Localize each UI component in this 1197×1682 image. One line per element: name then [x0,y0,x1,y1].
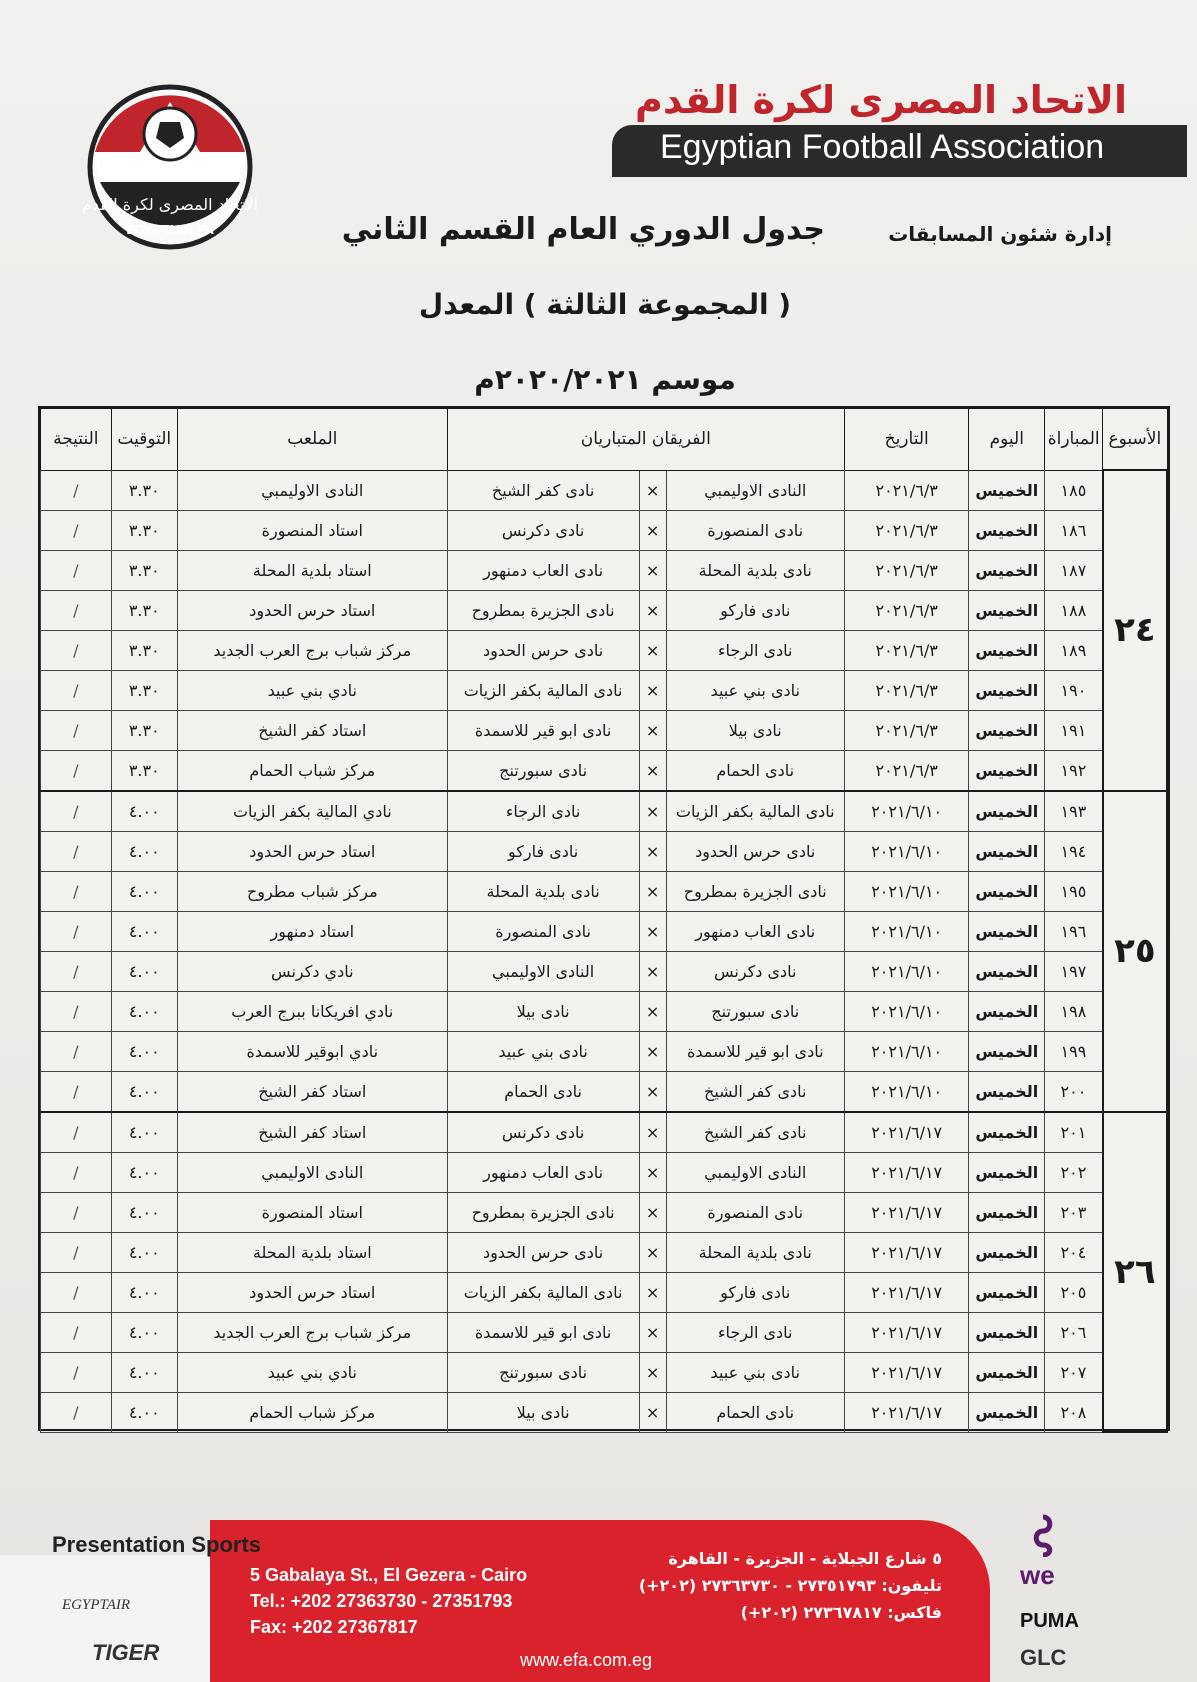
home-team: نادى فاركو [666,1272,844,1312]
stadium-name: نادي بني عبيد [177,1352,447,1392]
we-logo-icon [1030,1513,1056,1557]
match-date: ٢٠٢١/٦/١٧ [844,1112,968,1153]
versus-mark: × [639,1071,666,1112]
match-result: / [41,1071,112,1112]
header-stadium: الملعب [177,409,447,471]
away-team: نادى بيلا [447,1392,639,1432]
versus-mark: × [639,951,666,991]
match-number: ١٩٧ [1045,951,1103,991]
stadium-name: النادى الاوليمبي [177,470,447,510]
match-number: ١٩٣ [1045,791,1103,832]
match-day: الخميس [969,791,1045,832]
sponsor-egyptair: EGYPTAIR [62,1597,131,1613]
match-result: / [41,1272,112,1312]
match-day: الخميس [969,871,1045,911]
match-result: / [41,951,112,991]
stadium-name: استاد المنصورة [177,510,447,550]
home-team: نادى بلدية المحلة [666,550,844,590]
away-team: النادى الاوليمبي [447,951,639,991]
kickoff-time: ٣.٣٠ [111,550,177,590]
away-team: نادى دكرنس [447,510,639,550]
match-day: الخميس [969,710,1045,750]
match-date: ٢٠٢١/٦/١٧ [844,1232,968,1272]
stadium-name: مركز شباب الحمام [177,750,447,791]
stadium-name: استاد كفر الشيخ [177,1071,447,1112]
match-day: الخميس [969,1071,1045,1112]
match-number: ١٨٨ [1045,590,1103,630]
versus-mark: × [639,1392,666,1432]
logo-text-ar: الاتحاد المصرى لكرة القدم [81,195,259,214]
stadium-name: استاد بلدية المحلة [177,550,447,590]
match-result: / [41,911,112,951]
header-result: النتيجة [41,409,112,471]
kickoff-time: ٤.٠٠ [111,1071,177,1112]
away-team: نادى سبورتنج [447,1352,639,1392]
stadium-name: استاد بلدية المحلة [177,1232,447,1272]
address-ar-fax: فاكس: ٢٧٣٦٧٨١٧ (٢٠٢+) [740,1603,942,1622]
match-date: ٢٠٢١/٦/١٠ [844,951,968,991]
kickoff-time: ٤.٠٠ [111,791,177,832]
stadium-name: مركز شباب الحمام [177,1392,447,1432]
table-row [41,1112,1168,1153]
versus-mark: × [639,1192,666,1232]
versus-mark: × [639,710,666,750]
match-number: ١٩٩ [1045,1031,1103,1071]
table-row [41,550,1168,590]
versus-mark: × [639,911,666,951]
kickoff-time: ٤.٠٠ [111,1152,177,1192]
versus-mark: × [639,1152,666,1192]
kickoff-time: ٤.٠٠ [111,1392,177,1432]
match-day: الخميس [969,470,1045,510]
match-day: الخميس [969,911,1045,951]
stadium-name: نادي دكرنس [177,951,447,991]
versus-mark: × [639,1112,666,1153]
season-label: موسم ٢٠٢٠/٢٠٢١م [474,363,736,396]
match-number: ١٨٩ [1045,630,1103,670]
match-number: ١٩١ [1045,710,1103,750]
org-name-ar: الاتحاد المصرى لكرة القدم [635,78,1127,122]
match-result: / [41,791,112,832]
match-result: / [41,550,112,590]
address-en-street: 5 Gabalaya St., El Gezera - Cairo [250,1565,528,1585]
kickoff-time: ٤.٠٠ [111,1232,177,1272]
match-day: الخميس [969,951,1045,991]
match-result: / [41,470,112,510]
header-week: الأسبوع [1103,409,1167,471]
week-number: ٢٥ [1103,791,1167,1112]
header-time: التوقيت [111,409,177,471]
table-row [41,710,1168,750]
address-ar [639,1545,942,1626]
match-number: ٢٠٦ [1045,1312,1103,1352]
match-date: ٢٠٢١/٦/١٠ [844,791,968,832]
match-date: ٢٠٢١/٦/١٧ [844,1352,968,1392]
home-team: نادى العاب دمنهور [666,911,844,951]
home-team: نادى بيلا [666,710,844,750]
schedule-table [40,408,1168,1433]
table-row [41,470,1168,510]
match-day: الخميس [969,1031,1045,1071]
home-team: النادى الاوليمبي [666,470,844,510]
match-number: ٢٠١ [1045,1112,1103,1153]
away-team: نادى بلدية المحلة [447,871,639,911]
match-day: الخميس [969,550,1045,590]
home-team: نادى المنصورة [666,1192,844,1232]
table-row [41,1152,1168,1192]
away-team: نادى بني عبيد [447,1031,639,1071]
sponsor-we: we [1020,1560,1055,1590]
kickoff-time: ٤.٠٠ [111,831,177,871]
table-row [41,1352,1168,1392]
match-result: / [41,1392,112,1432]
match-day: الخميس [969,1272,1045,1312]
table-row [41,1312,1168,1352]
home-team: نادى فاركو [666,590,844,630]
match-date: ٢٠٢١/٦/١٠ [844,831,968,871]
match-number: ٢٠٧ [1045,1352,1103,1392]
stadium-name: استاد كفر الشيخ [177,1112,447,1153]
match-result: / [41,590,112,630]
home-team: نادى حرس الحدود [666,831,844,871]
home-team: نادى الجزيرة بمطروح [666,871,844,911]
versus-mark: × [639,470,666,510]
match-date: ٢٠٢١/٦/١٧ [844,1152,968,1192]
away-team: نادى المالية بكفر الزيات [447,1272,639,1312]
match-date: ٢٠٢١/٦/٣ [844,550,968,590]
away-team: نادى سبورتنج [447,750,639,791]
home-team: نادى الحمام [666,750,844,791]
match-result: / [41,1232,112,1272]
stadium-name: استاد حرس الحدود [177,831,447,871]
stadium-name: نادي افريكانا ببرج العرب [177,991,447,1031]
match-number: ٢٠٥ [1045,1272,1103,1312]
match-day: الخميس [969,590,1045,630]
away-team: نادى بيلا [447,991,639,1031]
match-result: / [41,1192,112,1232]
match-date: ٢٠٢١/٦/١٧ [844,1272,968,1312]
table-header-row [41,409,1168,471]
home-team: نادى المنصورة [666,510,844,550]
kickoff-time: ٤.٠٠ [111,1312,177,1352]
match-day: الخميس [969,1312,1045,1352]
schedule-body [41,470,1168,1432]
match-result: / [41,510,112,550]
address-en-tel: Tel.: +202 27363730 - 27351793 [250,1591,513,1611]
kickoff-time: ٤.٠٠ [111,1192,177,1232]
stadium-name: استاد حرس الحدود [177,1272,447,1312]
address-en [250,1562,527,1640]
match-result: / [41,710,112,750]
home-team: نادى الرجاء [666,630,844,670]
match-number: ٢٠٣ [1045,1192,1103,1232]
kickoff-time: ٤.٠٠ [111,991,177,1031]
header-date: التاريخ [844,409,968,471]
table-row [41,590,1168,630]
stadium-name: نادي ابوقير للاسمدة [177,1031,447,1071]
versus-mark: × [639,1272,666,1312]
table-row [41,1232,1168,1272]
home-team: نادى الرجاء [666,1312,844,1352]
match-date: ٢٠٢١/٦/٣ [844,510,968,550]
kickoff-time: ٣.٣٠ [111,470,177,510]
away-team: نادى دكرنس [447,1112,639,1153]
match-result: / [41,1152,112,1192]
kickoff-time: ٤.٠٠ [111,1272,177,1312]
match-date: ٢٠٢١/٦/٣ [844,670,968,710]
week-number: ٢٦ [1103,1112,1167,1433]
versus-mark: × [639,590,666,630]
kickoff-time: ٤.٠٠ [111,951,177,991]
kickoff-time: ٤.٠٠ [111,1352,177,1392]
versus-mark: × [639,550,666,590]
away-team: نادى كفر الشيخ [447,470,639,510]
stadium-name: نادي بني عبيد [177,670,447,710]
match-day: الخميس [969,1392,1045,1432]
table-row [41,750,1168,791]
match-result: / [41,991,112,1031]
match-date: ٢٠٢١/٦/٣ [844,750,968,791]
versus-mark: × [639,1312,666,1352]
kickoff-time: ٤.٠٠ [111,871,177,911]
match-date: ٢٠٢١/٦/٣ [844,470,968,510]
address-ar-tel: تليفون: ٢٧٣٥١٧٩٣ - ٢٧٣٦٣٧٣٠ (٢٠٢+) [638,1576,942,1595]
org-name-en: Egyptian Football Association [660,128,1105,166]
table-row [41,1071,1168,1112]
away-team: نادى فاركو [447,831,639,871]
sponsor-glc: GLC [1020,1645,1067,1670]
kickoff-time: ٣.٣٠ [111,750,177,791]
kickoff-time: ٤.٠٠ [111,911,177,951]
away-team: نادى العاب دمنهور [447,1152,639,1192]
website-link[interactable]: www.efa.com.eg [520,1650,653,1670]
match-result: / [41,1352,112,1392]
efa-logo [80,82,260,252]
match-date: ٢٠٢١/٦/١٠ [844,1031,968,1071]
match-number: ١٩٦ [1045,911,1103,951]
versus-mark: × [639,871,666,911]
match-day: الخميس [969,750,1045,791]
match-number: ٢٠٤ [1045,1232,1103,1272]
stadium-name: النادى الاوليمبي [177,1152,447,1192]
kickoff-time: ٣.٣٠ [111,510,177,550]
home-team: النادى الاوليمبي [666,1152,844,1192]
match-day: الخميس [969,991,1045,1031]
kickoff-time: ٤.٠٠ [111,1031,177,1071]
match-result: / [41,1312,112,1352]
match-day: الخميس [969,831,1045,871]
away-team: نادى الحمام [447,1071,639,1112]
versus-mark: × [639,1232,666,1272]
kickoff-time: ٣.٣٠ [111,590,177,630]
stadium-name: استاد كفر الشيخ [177,710,447,750]
away-team: نادى الجزيرة بمطروح [447,590,639,630]
match-day: الخميس [969,1192,1045,1232]
stadium-name: نادي المالية بكفر الزيات [177,791,447,832]
match-date: ٢٠٢١/٦/١٠ [844,1071,968,1112]
match-number: ١٩٤ [1045,831,1103,871]
home-team: نادى المالية بكفر الزيات [666,791,844,832]
department-label: إدارة شئون المسابقات [888,222,1112,246]
away-team: نادى ابو قير للاسمدة [447,710,639,750]
home-team: نادى دكرنس [666,951,844,991]
match-number: ١٩٥ [1045,871,1103,911]
table-row [41,1392,1168,1432]
logo-text-en: EGYPTIAN FA [126,223,214,237]
away-team: نادى المنصورة [447,911,639,951]
versus-mark: × [639,991,666,1031]
home-team: نادى بني عبيد [666,1352,844,1392]
away-team: نادى ابو قير للاسمدة [447,1312,639,1352]
table-row [41,510,1168,550]
versus-mark: × [639,831,666,871]
match-date: ٢٠٢١/٦/١٠ [844,911,968,951]
schedule-title: جدول الدوري العام القسم الثاني [341,212,825,247]
versus-mark: × [639,1031,666,1071]
versus-mark: × [639,510,666,550]
stadium-name: استاد حرس الحدود [177,590,447,630]
match-result: / [41,750,112,791]
schedule-subtitle: ( المجموعة الثالثة ) المعدل [418,288,792,321]
match-day: الخميس [969,670,1045,710]
home-team: نادى سبورتنج [666,991,844,1031]
home-team: نادى ابو قير للاسمدة [666,1031,844,1071]
match-result: / [41,871,112,911]
match-number: ١٨٥ [1045,470,1103,510]
match-day: الخميس [969,510,1045,550]
versus-mark: × [639,791,666,832]
stadium-name: استاد دمنهور [177,911,447,951]
table-row [41,951,1168,991]
match-result: / [41,831,112,871]
match-number: ١٩٠ [1045,670,1103,710]
address-ar-street: ٥ شارع الجبلاية - الجزيرة - القاهرة [668,1549,942,1568]
week-number: ٢٤ [1103,470,1167,791]
home-team: نادى بلدية المحلة [666,1232,844,1272]
match-day: الخميس [969,1112,1045,1153]
table-row [41,991,1168,1031]
kickoff-time: ٣.٣٠ [111,670,177,710]
match-date: ٢٠٢١/٦/٣ [844,630,968,670]
header-day: اليوم [969,409,1045,471]
away-team: نادى الرجاء [447,791,639,832]
match-result: / [41,670,112,710]
match-result: / [41,1031,112,1071]
stadium-name: مركز شباب برج العرب الجديد [177,630,447,670]
home-team: نادى كفر الشيخ [666,1071,844,1112]
home-team: نادى كفر الشيخ [666,1112,844,1153]
match-number: ١٩٢ [1045,750,1103,791]
match-number: ١٨٦ [1045,510,1103,550]
sponsor-presentation: Presentation Sports [52,1532,262,1557]
match-day: الخميس [969,1232,1045,1272]
match-number: ٢٠٠ [1045,1071,1103,1112]
table-row [41,670,1168,710]
sponsor-tiger: TIGER [92,1640,160,1665]
kickoff-time: ٣.٣٠ [111,710,177,750]
address-en-fax: Fax: +202 27367817 [250,1617,418,1637]
away-team: نادى الجزيرة بمطروح [447,1192,639,1232]
versus-mark: × [639,630,666,670]
kickoff-time: ٣.٣٠ [111,630,177,670]
match-date: ٢٠٢١/٦/١٠ [844,991,968,1031]
match-date: ٢٠٢١/٦/١٠ [844,871,968,911]
stadium-name: استاد المنصورة [177,1192,447,1232]
match-date: ٢٠٢١/٦/٣ [844,590,968,630]
match-number: ١٩٨ [1045,991,1103,1031]
match-day: الخميس [969,1352,1045,1392]
table-row [41,630,1168,670]
match-result: / [41,630,112,670]
match-day: الخميس [969,630,1045,670]
versus-mark: × [639,1352,666,1392]
table-row [41,1192,1168,1232]
home-team: نادى الحمام [666,1392,844,1432]
header-teams: الفريقان المتباريان [447,409,844,471]
match-date: ٢٠٢١/٦/٣ [844,710,968,750]
match-number: ٢٠٢ [1045,1152,1103,1192]
match-number: ٢٠٨ [1045,1392,1103,1432]
match-date: ٢٠٢١/٦/١٧ [844,1392,968,1432]
match-date: ٢٠٢١/٦/١٧ [844,1312,968,1352]
table-row [41,1272,1168,1312]
match-day: الخميس [969,1152,1045,1192]
away-team: نادى المالية بكفر الزيات [447,670,639,710]
home-team: نادى بني عبيد [666,670,844,710]
away-team: نادى حرس الحدود [447,630,639,670]
header-match: المباراة [1045,409,1103,471]
away-team: نادى حرس الحدود [447,1232,639,1272]
schedule-table-wrapper [38,406,1170,1431]
table-row [41,871,1168,911]
stadium-name: مركز شباب برج العرب الجديد [177,1312,447,1352]
table-row [41,791,1168,832]
away-team: نادى العاب دمنهور [447,550,639,590]
match-result: / [41,1112,112,1153]
table-row [41,1031,1168,1071]
match-date: ٢٠٢١/٦/١٧ [844,1192,968,1232]
table-row [41,831,1168,871]
stadium-name: مركز شباب مطروح [177,871,447,911]
versus-mark: × [639,670,666,710]
sponsor-puma: PUMA [1020,1610,1079,1632]
kickoff-time: ٤.٠٠ [111,1112,177,1153]
versus-mark: × [639,750,666,791]
table-row [41,911,1168,951]
match-number: ١٨٧ [1045,550,1103,590]
